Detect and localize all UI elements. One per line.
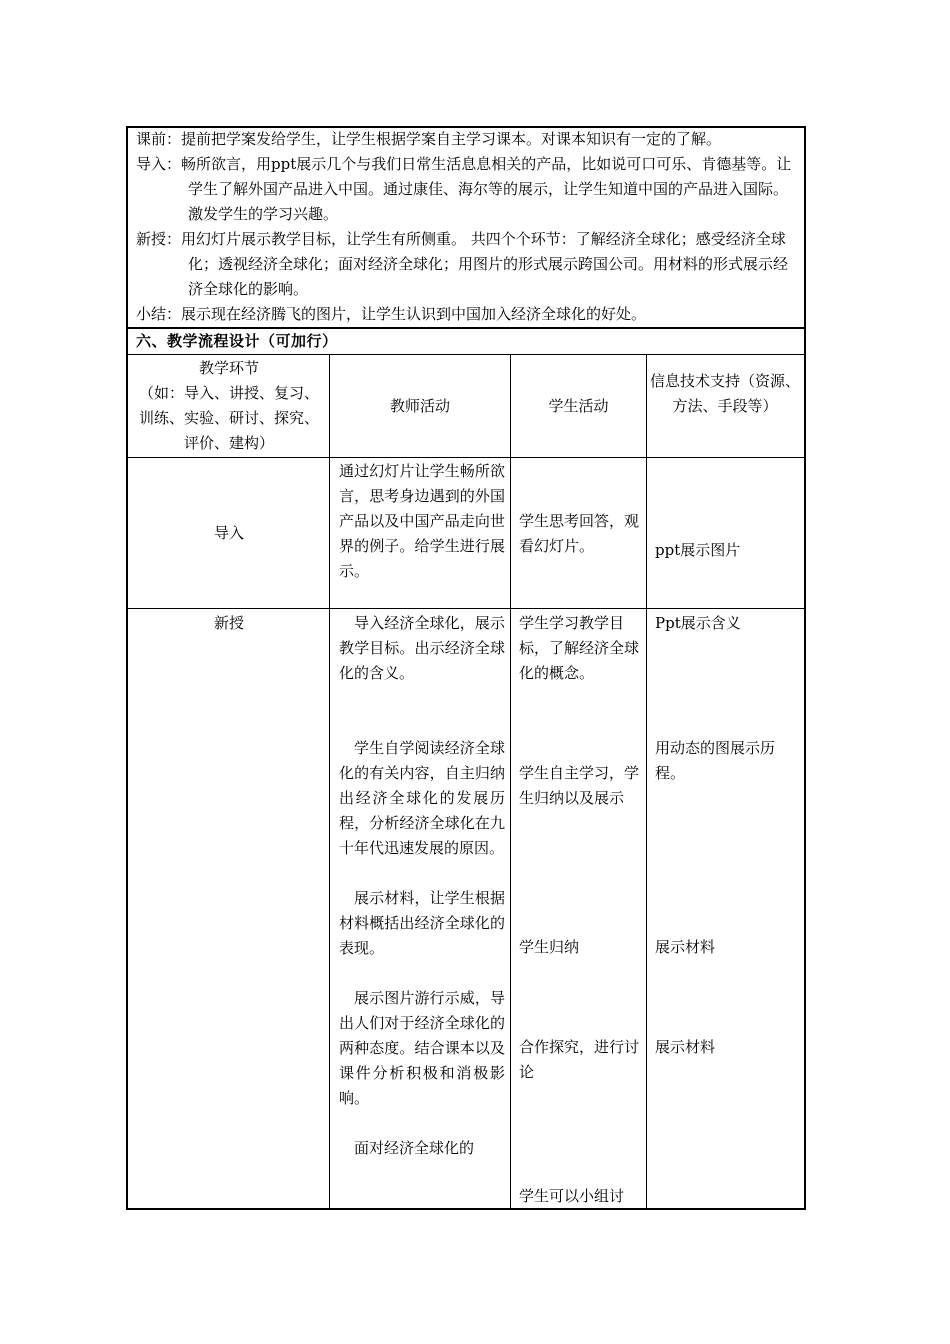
divider-section-bottom (126, 354, 806, 355)
column-divider-2 (510, 355, 511, 1209)
student-activity-4: 合作探究，进行讨论 (519, 1038, 640, 1081)
row-leadin-tech: ppt展示图片 (655, 541, 741, 559)
teacher-activity-1: 导入经济全球化，展示教学目标。出示经济全球化的含义。 (339, 614, 505, 682)
header-stage (134, 356, 324, 456)
intro-pre-class: 课前：提前把学案发给学生，让学生根据学案自主学习课本。对课本知识有一定的了解。 (136, 130, 722, 148)
teacher-activity-5: 面对经济全球化的 (354, 1139, 475, 1157)
tech-support-4: 展示材料 (655, 1038, 716, 1056)
intro-lead-in: 导入：畅所欲言，用ppt展示几个与我们日常生活息息相关的产品，比如说可口可乐、肯德基等。让学生了解外国产品进入中国。通过康佳、海尔等的展示，让学生知道中国的产品进入国际。激发学生的学习兴趣。 (136, 155, 792, 223)
tech-support-3: 展示材料 (655, 938, 716, 956)
header-stage-desc: （如：导入、讲授、复习、训练、实验、研讨、探究、评价、建构） (138, 384, 319, 452)
teacher-activity-3: 展示材料，让学生根据材料概括出经济全球化的表现。 (339, 889, 505, 957)
tech-support-1: Ppt展示含义 (655, 614, 741, 632)
teacher-activity-2: 学生自学阅读经济全球化的有关内容，自主归纳出经济全球化的发展历程，分析经济全球化在九十年代迅速发展的原因。 (339, 739, 505, 857)
tech-support-2: 用动态的图展示历程。 (655, 739, 776, 782)
divider-row1-bottom (126, 608, 806, 609)
row-leadin-student: 学生思考回答，观看幻灯片。 (519, 512, 640, 555)
student-activity-2: 学生自主学习，学生归纳以及展示 (519, 764, 640, 807)
header-student: 学生活动 (548, 397, 609, 415)
row-new-teacher-block (339, 611, 505, 1161)
teacher-activity-4: 展示图片游行示威，导出人们对于经济全球化的两种态度。结合课本以及课件分析积极和消极影响。 (339, 989, 505, 1107)
header-teacher: 教师活动 (389, 397, 450, 415)
row-new-stage: 新授 (213, 614, 244, 632)
student-activity-5: 学生可以小组讨 (519, 1187, 625, 1205)
divider-section-top (126, 327, 806, 329)
row-leadin-stage: 导入 (213, 524, 244, 542)
section-title: 六、教学流程设计（可加行） (136, 332, 338, 350)
header-tech: 信息技术支持（资源、方法、手段等） (650, 372, 801, 415)
row-leadin-teacher: 通过幻灯片让学生畅所欲言，思考身边遇到的外国产品以及中国产品走向世界的例子。给学生进行展示。 (339, 462, 505, 580)
student-activity-3: 学生归纳 (519, 938, 580, 956)
intro-section (136, 127, 800, 327)
column-divider-3 (646, 355, 647, 1209)
student-activity-1: 学生学习教学目标，了解经济全球化的概念。 (519, 614, 640, 682)
column-divider-1 (329, 355, 330, 1209)
intro-new-lesson: 新授：用幻灯片展示教学目标，让学生有所侧重。 共四个个环节：了解经济全球化；感受经济全球化；透视经济全球化；面对经济全球化；用图片的形式展示跨国公司。用材料的形式展示经济全球化的影响。 (136, 230, 789, 298)
header-stage-title: 教学环节 (198, 359, 259, 377)
intro-summary: 小结：展示现在经济腾飞的图片，让学生认识到中国加入经济全球化的好处。 (136, 305, 647, 323)
divider-header-bottom (126, 457, 806, 458)
